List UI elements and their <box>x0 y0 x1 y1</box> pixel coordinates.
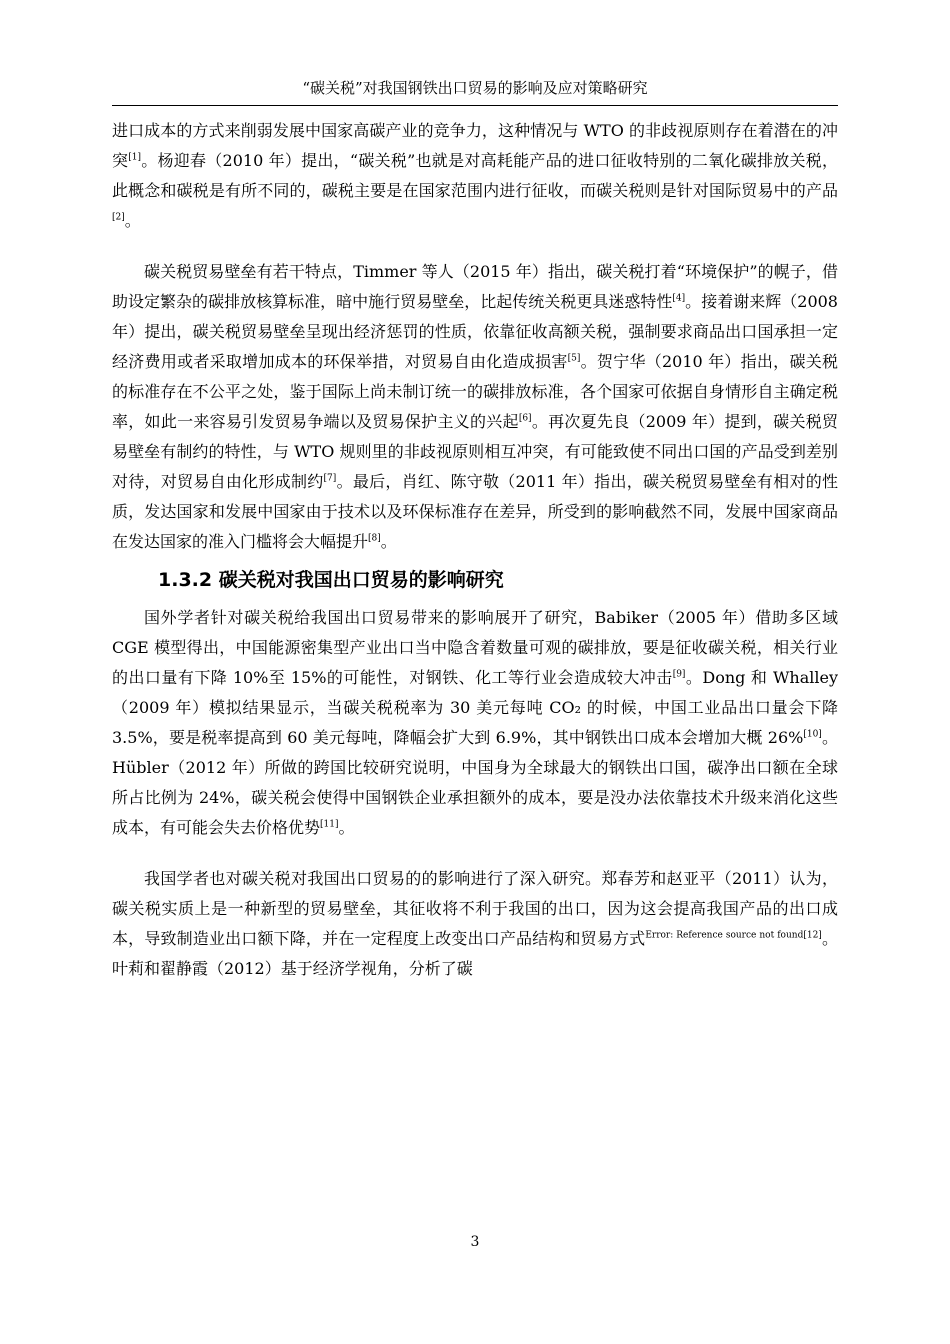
text-run: 。最后，肖红、陈守敬（2011 年）指出，碳关税贸易壁垒有相对的性质，发达国家和发展中国家由于技术以及环保标准存在差异，所受到的影响截然不同，发展中国家商品在发达国家的准入门槛将会大幅提升 <box>112 472 838 551</box>
body-text <box>112 116 838 984</box>
text-run: 我国学者也对碳关税对我国出口贸易的的影响进行了深入研究。郑春芳和赵亚平（2011）认为，碳关税实质上是一种新型的贸易壁垒，其征收将不利于我国的出口，因为这会提高我国产品的出口成本，导致制造业出口额下降，并在一定程度上改变出口产品结构和贸易方式 <box>112 869 838 948</box>
page-number: 3 <box>470 1234 480 1250</box>
text-run: 。 <box>338 818 355 837</box>
paragraph-group-1 <box>112 116 838 557</box>
text-run: 。 <box>124 211 141 230</box>
paragraph <box>112 257 838 557</box>
citation-ref: [4] <box>672 293 686 304</box>
text-run: 国外学者针对碳关税给我国出口贸易带来的影响展开了研究，Babiker（2005 年）借助多区域 CGE 模型得出，中国能源密集型产业出口当中隐含着数量可观的碳排放，要是征收碳关税，相关行业的出口量有下降 10%至 15%的可能性，对钢铁、化工等行业会造成较大冲击 <box>112 608 838 687</box>
paragraph <box>112 864 838 984</box>
text-run: 。接着谢来辉（2008 年）提出，碳关税贸易壁垒呈现出经济惩罚的性质，依靠征收高额关税，强制要求商品出口国承担一定经济费用或者采取增加成本的环保举措，对贸易自由化造成损害 <box>112 292 838 371</box>
section-heading: 1.3.2 碳关税对我国出口贸易的影响研究 <box>158 569 504 591</box>
paragraph <box>112 116 838 236</box>
text-run: 碳关税贸易壁垒有若干特点，Timmer 等人（2015 年）指出，碳关税打着“环境保护”的幌子，借助设定繁杂的碳排放核算标准，暗中施行贸易壁垒，比起传统关税更具迷惑特性 <box>112 262 838 311</box>
paragraph-group-2 <box>112 603 838 984</box>
text-run: 。Hübler（2012 年）所做的跨国比较研究说明，中国身为全球最大的钢铁出口国，碳净出口额在全球所占比例为 24%，碳关税会使得中国钢铁企业承担额外的成本，要是没办法依靠技术升级来消化这些成本，有可能会失去价格优势 <box>112 728 838 837</box>
citation-ref: [2] <box>112 212 125 223</box>
citation-ref: [11] <box>320 819 339 830</box>
paragraph <box>112 603 838 843</box>
text-run: 。 <box>380 532 397 551</box>
text-run: 。再次夏先良（2009 年）提到，碳关税贸易壁垒有制约的特性，与 WTO 规则里的非歧视原则相互冲突，有可能致使不同出口国的产品受到差别对待，对贸易自由化形成制约 <box>112 412 838 491</box>
citation-ref: [8] <box>368 533 381 544</box>
citation-ref: [6] <box>518 413 532 424</box>
paragraph-gap <box>112 843 838 864</box>
citation-ref: [9] <box>672 669 686 680</box>
citation-ref: [10] <box>803 729 822 740</box>
text-run: 。叶莉和翟静霞（2012）基于经济学视角，分析了碳 <box>112 929 838 978</box>
header-rule <box>112 105 838 106</box>
text-run: 进口成本的方式来削弱发展中国家高碳产业的竞争力，这种情况与 WTO 的非歧视原则存在着潜在的冲突 <box>112 121 838 170</box>
text-run: 。贺宁华（2010 年）指出，碳关税的标准存在不公平之处，鉴于国际上尚未制订统一的碳排放标准，各个国家可依据自身情形自主确定税率，如此一来容易引发贸易争端以及贸易保护主义的兴起 <box>112 352 838 431</box>
text-run: 。杨迎春（2010 年）提出，“碳关税”也就是对高耗能产品的进口征收特别的二氧化碳排放关税，此概念和碳税是有所不同的，碳税主要是在国家范围内进行征收，而碳关税则是针对国际贸易中的产品 <box>112 151 838 200</box>
running-header: “碳关税”对我国钢铁出口贸易的影响及应对策略研究 <box>302 79 648 97</box>
citation-ref: Error: Reference source not found[12] <box>645 930 822 941</box>
citation-ref: [5] <box>567 353 581 364</box>
citation-ref: [1] <box>128 152 142 163</box>
text-run: 。Dong 和 Whalley（2009 年）模拟结果显示，当碳关税税率为 30 美元每吨 CO₂ 的时候，中国工业品出口量会下降 3.5%，要是税率提高到 60 美元每吨，降幅会扩大到 6.9%，其中钢铁出口成本会增加大概 26% <box>112 668 838 747</box>
paragraph-gap <box>112 236 838 257</box>
citation-ref: [7] <box>323 473 337 484</box>
